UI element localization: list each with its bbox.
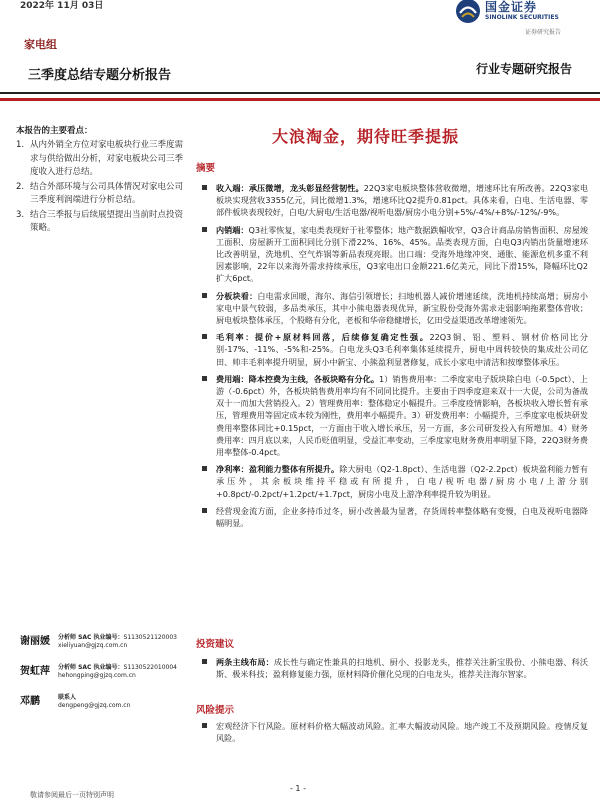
sinolink-logo-icon	[455, 0, 481, 24]
investment-paragraph: 两条主线布局：成长性与确定性兼具的扫地机、厨小、投影龙头，推荐关注新宝股份、小熊电器、科沃斯、极米科技；盈利修复能力强，原材料降价催化兑现的白电龙头，推荐关注海尔智家。	[196, 656, 588, 680]
page-footer	[0, 782, 600, 800]
key-points-heading: 本报告的主要看点：	[16, 126, 93, 136]
bullet-icon	[202, 466, 207, 471]
header-divider	[0, 92, 600, 94]
summary-paragraph-segments: 分板块看：白电需求回暖，海尔、海信引领增长；扫地机器人减价增速延续，洗地机持续高增；厨房小家电中景气较弱，多品类承压，其中小熊电器表现优异，新宝股份受海外需求走弱影响拖累整体营收；厨电板块整体承压，个股略有分化，老板和华帝稳健增长，亿田受益渠道改革增速领先。	[196, 290, 588, 327]
key-point: 3. 结合三季报与后续展望提出当前时点投资策略。	[16, 209, 184, 233]
bullet-icon	[202, 227, 207, 232]
author-license: 分析师 SAC 执业编号：S1130521120003	[58, 634, 177, 641]
report-title: 大浪淘金，期待旺季提振	[272, 127, 460, 146]
header-divider-accent	[0, 98, 600, 101]
author-name: 邓鹏	[20, 696, 40, 707]
industry-group: 家电组	[24, 38, 57, 51]
logo-name-en: SINOLINK SECURITIES	[485, 14, 559, 21]
report-type: 行业专题研究报告	[475, 62, 572, 76]
bullet-icon	[202, 659, 207, 664]
author-license: 分析师 SAC 执业编号：S1130522010004	[58, 664, 177, 671]
bullet-icon	[202, 334, 207, 339]
author-email[interactable]: dengpeng@gjzq.com.cn	[58, 702, 131, 709]
company-logo	[455, 0, 595, 38]
key-point: 1. 从内外销全方位对家电板块行业三季度需求与供给做出分析，对家电板块公司三季度收入进行总结。	[16, 140, 184, 177]
investment-heading: 投资建议	[196, 639, 235, 650]
summary-paragraph-expenses: 费用端：降本控费为主线，各板块略有分化。1）销售费用率：二季度家电子版块除白电（-0.5pct）、上游（-0.6pct）外，各板块销售费用率均有不同同比提升。主要由于四季度迎来双十一大促，公司为备战双十一而加大营销投入。2）管理费用率：整体稳定小幅提升。三季度疫情影响，各板块收入增长暂有承压，管理费用等固定成本较为刚性，费用率小幅提升。3）研发费用率：小幅提升，三季度家电板块研发费用率整体同比+0.15pct，一方面由于收入增长承压，另一方面，多公司研发投入有所增加。4）财务费用率：四月底以来，人民币贬值明显，受益汇率变动，三季度家电财务费用率明显下降，22Q3财务费用率整体-0.4pct。	[196, 373, 588, 458]
investment-section	[196, 656, 588, 685]
author-email[interactable]: xieliyuan@gjzq.com.cn	[58, 642, 128, 649]
summary-paragraph-revenue: 收入端：承压微增，龙头彰显经营韧性。22Q3家电板块整体营收微增，增速环比有所改善。22Q3家电板块实现营收3355亿元，同比微增1.3%，增速环比Q2提升0.81pct。具体来看，白电、生活电器、零部件板块表现较好，白电/大厨电/生活电器/视听电器/厨房小电分别+5%/-4%/+8%/-12%/-9%。	[196, 182, 588, 219]
bullet-icon	[202, 293, 207, 298]
logo-name-cn: 国金证券	[485, 0, 538, 14]
bullet-icon	[202, 723, 207, 728]
author-name: 谢丽媛	[20, 636, 50, 647]
summary-paragraph-net-margin: 净利率：盈利能力整体有所提升。除大厨电（Q2-1.8pct）、生活电器（Q2-2.2pct）板块盈利能力暂有承压外，其余板块维持平稳或有所提升，白电/视听电器/厨房小电/上游分别+0.8pct/-0.2pct/+1.2pct/+1.7pct，厨房小电及上游净利率提升较为明显。	[196, 463, 588, 500]
author-name: 贺虹萍	[20, 666, 50, 677]
logo-subtitle: 证券研究报告	[525, 29, 562, 36]
risk-heading: 风险提示	[196, 705, 235, 716]
bullet-icon	[202, 508, 207, 513]
report-date: 2022年 11月 03日	[20, 1, 104, 11]
summary-paragraph-cashflow: 经营现金流方面，企业多持币过冬，厨小改善最为显著，存货周转率整体略有变慢，白电及视听电器降幅明显。	[196, 505, 588, 529]
summary-paragraph-gross-margin: 毛利率：提价+原材料回落，后续修复确定性强。22Q3铜、铝、塑料、钢材价格同比分别-17%、-11%、-5%和-25%。白电龙头Q3毛利率集体延续提升，厨电中周转较快的集成灶公司亿田、帅丰毛利率提升明显，厨小中新宝、小熊盈利显著修复，成长小家电中清洁和按摩整体承压。	[196, 331, 588, 368]
bullet-icon	[202, 185, 207, 190]
risk-paragraph: 宏观经济下行风险。原材料价格大幅波动风险。汇率大幅波动风险。地产竣工不及预期风险。疫情反复风险。	[196, 720, 588, 744]
risk-section	[196, 720, 588, 749]
summary-paragraph-domestic: 内销端：Q3社零恢复，家电类表现好于社零整体；地产数据跌幅收窄，Q3合计商品房销售面积、房屋竣工面积、房屋新开工面积同比分别下滑22%、16%、45%。品类表现方面，白电Q3内销出货量增速环比改善明显，洗地机、空气炸锅等新品表现亮眼。出口端：受海外地缘冲突、通胀、能源危机多重不利因素影响，22年以来海外需求持续承压，Q3家电出口金额221.6亿美元，同比下滑15%，降幅环比Q2扩大6pct。	[196, 224, 588, 285]
bullet-icon	[202, 376, 207, 381]
author-email[interactable]: hehongping@gjzq.com.cn	[58, 672, 136, 679]
key-points-sidebar	[16, 124, 186, 237]
key-point: 2. 结合外部环境与公司具体情况对家电公司三季度利润端进行分析总结。	[16, 181, 184, 205]
page-number: - 1 -	[290, 784, 306, 793]
summary-section	[196, 182, 588, 534]
author-license: 联系人	[58, 694, 77, 701]
summary-heading: 摘要	[196, 163, 216, 174]
report-series: 三季度总结专题分析报告	[28, 68, 172, 83]
disclaimer-note: 敬请参阅最后一页特别声明	[30, 791, 114, 799]
